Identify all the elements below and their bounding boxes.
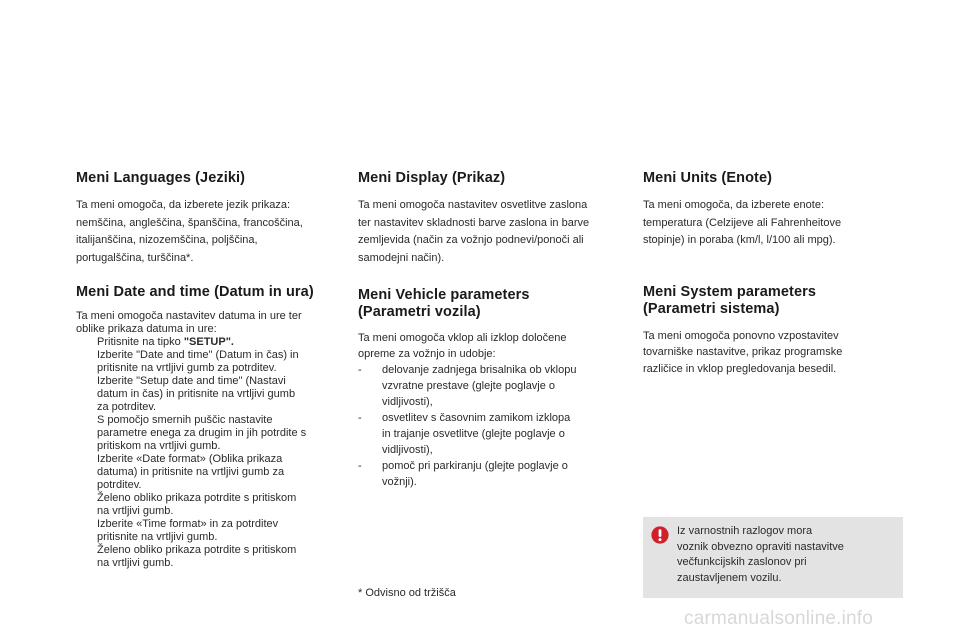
date-step-line — [97, 349, 338, 362]
languages-heading: Meni Languages (Jeziki) — [76, 170, 246, 186]
vehicle-items — [358, 362, 622, 490]
date-step-text: Izberite «Time format» in za potrditev — [97, 518, 279, 530]
date-step-line — [97, 375, 338, 388]
system-heading-line: (Parametri sistema) — [643, 300, 780, 317]
languages-line: portugalščina, turščina*. — [76, 251, 194, 264]
languages-line: nemščina, angleščina, španščina, francoščina, — [76, 216, 303, 229]
date-step-item — [76, 375, 338, 414]
date-step-line: na vrtljivi gumb. — [97, 505, 174, 517]
vehicle-intro — [358, 330, 622, 362]
date-step-item — [76, 544, 338, 570]
display-line: samodejni način). — [358, 251, 445, 264]
vehicle-item-line: vožnji). — [382, 476, 417, 488]
date-step-item — [76, 453, 338, 492]
column-middle — [358, 170, 622, 490]
date-step-line: parametre enega za drugim in jih potrdite s — [97, 427, 307, 439]
date-step-text: S pomočjo smernih puščic nastavite — [97, 414, 273, 426]
date-step-line — [97, 492, 338, 505]
date-step-line — [97, 453, 338, 466]
system-text — [643, 328, 905, 378]
vehicle-item-line: vidljivosti), — [382, 444, 433, 456]
vehicle-heading-line: (Parametri vozila) — [358, 304, 481, 320]
languages-text — [76, 197, 338, 267]
system-line: različice in vklop pregledovanja besedil. — [643, 362, 837, 375]
system-heading-line: Meni System parameters — [643, 283, 817, 300]
date-step-item — [76, 336, 338, 349]
date-step-text: Želeno obliko prikaza potrdite s pritiskom — [97, 492, 297, 504]
date-step-line: potrditev. — [97, 479, 142, 491]
display-text — [358, 197, 622, 267]
vehicle-item-line: in trajanje osvetlitve (glejte poglavje o — [382, 428, 565, 440]
date-intro-line: Ta meni omogoča nastavitev datuma in ure ter — [76, 310, 302, 322]
warning-line: zaustavljenem vozilu. — [677, 571, 782, 584]
vehicle-item — [358, 362, 622, 410]
vehicle-item-line: delovanje zadnjega brisalnika ob vklopu — [382, 364, 577, 376]
date-time-steps — [76, 336, 338, 570]
column-left — [76, 170, 338, 570]
units-line: temperatura (Celzijeve ali Fahrenheitove — [643, 216, 842, 229]
units-heading: Meni Units (Enote) — [643, 170, 773, 186]
vehicle-item-line: pomoč pri parkiranju (glejte poglavje o — [382, 460, 568, 472]
system-line: tovarniške nastavitve, prikaz programske — [643, 346, 843, 358]
warning-line: voznik obvezno opraviti nastavitve — [677, 540, 844, 553]
dash-bullet: - — [358, 364, 362, 376]
date-step-line: pritisnite na vrtljivi gumb za potrditev. — [97, 362, 277, 374]
units-line: stopinje) in poraba (km/l, l/100 ali mpg). — [643, 234, 836, 246]
system-heading — [643, 284, 905, 318]
date-step-line — [97, 544, 338, 557]
display-line: zemljevida (način za vožnjo podnevi/ponoči ali — [358, 234, 584, 246]
exclamation-icon — [651, 526, 669, 544]
date-step-line: za potrditev. — [97, 401, 157, 413]
date-step-item — [76, 492, 338, 518]
date-step-text: Pritisnite na tipko — [97, 336, 184, 348]
date-time-heading: Meni Date and time (Datum in ura) — [76, 284, 314, 300]
vehicle-item-line: osvetlitev s časovnim zamikom izklopa — [382, 412, 571, 424]
display-line: Ta meni omogoča nastavitev osvetlitve zaslona — [358, 199, 588, 211]
vehicle-heading — [358, 287, 622, 321]
units-line: Ta meni omogoča, da izberete enote: — [643, 199, 825, 211]
dash-bullet: - — [358, 460, 362, 472]
date-step-line: pritisnite na vrtljivi gumb. — [97, 531, 218, 543]
display-heading: Meni Display (Prikaz) — [358, 170, 506, 186]
date-step-line: na vrtljivi gumb. — [97, 557, 174, 569]
date-step-item — [76, 349, 338, 375]
date-step-item — [76, 414, 338, 453]
date-step-line — [97, 518, 338, 531]
dash-bullet: - — [358, 412, 362, 424]
date-step-text: Želeno obliko prikaza potrdite s pritiskom — [97, 544, 297, 556]
vehicle-heading-line: Meni Vehicle parameters — [358, 287, 530, 303]
date-intro-line: oblike prikaza datuma in ure: — [76, 323, 217, 335]
column-right — [643, 170, 905, 377]
system-line: Ta meni omogoča ponovno vzpostavitev — [643, 329, 839, 342]
warning-line: Iz varnostnih razlogov mora — [677, 525, 813, 537]
languages-line: Ta meni omogoča, da izberete jezik prikaza: — [76, 199, 290, 211]
date-step-text: Izberite "Setup date and time" (Nastavi — [97, 375, 286, 387]
vehicle-item-line: vzvratne prestave (glejte poglavje o — [382, 380, 556, 392]
vehicle-intro-line: opreme za vožnjo in udobje: — [358, 348, 496, 360]
date-step-item — [76, 518, 338, 544]
warning-text — [677, 524, 897, 586]
date-step-line — [97, 414, 338, 427]
vehicle-item-line: vidljivosti), — [382, 396, 433, 408]
date-step-line — [97, 336, 338, 349]
vehicle-item — [358, 458, 622, 490]
units-text — [643, 197, 905, 250]
watermark: carmanualsonline.info — [684, 608, 874, 629]
date-step-line: pritiskom na vrtljivi gumb. — [97, 440, 221, 452]
date-step-text: Izberite "Date and time" (Datum in čas) in — [97, 349, 299, 361]
display-line: ter nastavitev skladnosti barve zaslona in barve — [358, 216, 590, 229]
date-step-text: Izberite «Date format» (Oblika prikaza — [97, 453, 283, 465]
warning-line: večfunkcijskih zaslonov pri — [677, 556, 807, 568]
languages-line: italijanščina, nizozemščina, poljščina, — [76, 234, 258, 246]
date-step-line: datum in čas) in pritisnite na vrtljivi gumb — [97, 388, 296, 400]
warning-box — [643, 517, 903, 598]
date-time-intro — [76, 310, 338, 336]
vehicle-intro-line: Ta meni omogoča vklop ali izklop določene — [358, 332, 567, 344]
footnote: * Odvisno od tržišča — [358, 587, 456, 599]
vehicle-item — [358, 410, 622, 458]
date-step-line: datuma) in pritisnite na vrtljivi gumb za — [97, 466, 285, 478]
setup-key-label: "SETUP". — [183, 336, 234, 348]
